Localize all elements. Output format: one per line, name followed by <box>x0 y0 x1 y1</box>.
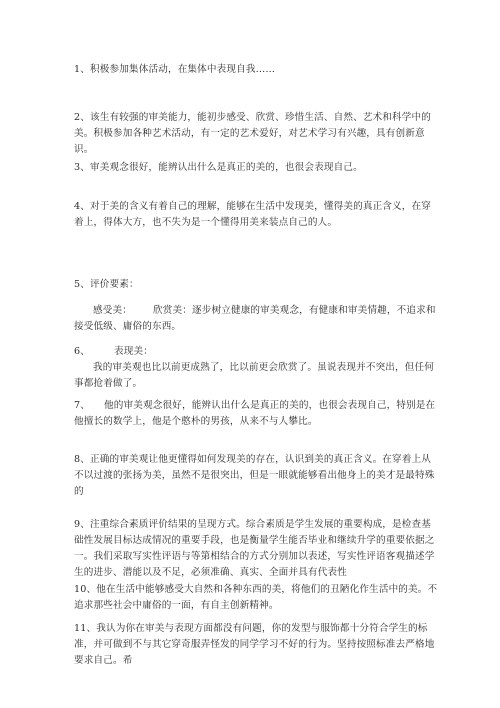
paragraph-7-number: 7、 <box>74 400 90 411</box>
paragraph-3: 3、审美观念很好，能辨认出什么是真正的美的，也很会表现自己。 <box>74 162 363 173</box>
paragraph-5: 5、评价要素： <box>74 279 139 290</box>
paragraph-5-detail <box>74 303 440 335</box>
paragraph-4: 4、对于美的含义有着自己的理解，能够在生活中发现美，懂得美的真正含义，在穿着上，得体大方，也不失为是一个懂得用美来装点自己的人。 <box>74 201 432 228</box>
paragraph-6-heading <box>74 344 440 360</box>
paragraph-6-text: 我的审美观也比以前更成熟了，比以前更会欣赏了。虽说表现并不突出，但任何事都抢着做了。 <box>74 362 435 389</box>
paragraph-5-detail-text: 欣赏美：逐步树立健康的审美观念，有健康和审美情趣，不追求和接受低级、庸俗的东西。 <box>74 305 436 332</box>
perceive-beauty-label: 感受美： <box>93 305 132 316</box>
paragraph-9: 9、注重综合素质评价结果的呈现方式。综合素质是学生发展的重要构成，是检查基础性发展目标达成情况的重要手段，也是衡量学生能否毕业和继续升学的重要依据之一。我们采取写实性评语与等第相结合的方式分别加以表述，写实性评语客观描述学生的进步、潜能以及不足，必须准确、真实、全面并具有代表性 <box>74 519 435 578</box>
paragraph-1: 1、积极参加集体活动，在集体中表现自我…… <box>74 64 276 75</box>
paragraph-2: 2、该生有较强的审美能力，能初步感受、欣赏、珍惜生活、自然、艺术和科学中的美。积极参加各种艺术活动，有一定的艺术爱好，对艺术学习有兴趣，具有创新意识。 <box>74 112 432 155</box>
paragraph-6-number: 6、 <box>74 346 90 357</box>
paragraph-8: 8、正确的审美观让他更懂得如何发现美的存在，认识到美的真正含义。在穿着上从不以过渡的张扬为美，虽然不是很突出，但是一眼就能够看出他身上的美才是最特殊的 <box>74 454 435 497</box>
paragraph-7-text: 他的审美观念很好，能辨认出什么是真正的美的，也很会表现自己，特别是在他擅长的数学上，他是个憨朴的男孩，从来不与人攀比。 <box>74 400 436 427</box>
paragraph-10: 10、他在生活中能够感受大自然和各种东西的美，将他们的丑陋化作生活中的美。不追求那些社会中庸俗的一面，有自主创新精神。 <box>74 584 438 611</box>
paragraph-7 <box>74 398 440 430</box>
express-beauty-label: 表现美： <box>114 346 153 357</box>
paragraph-11: 11、我认为你在审美与表现方面都没有问题，你的发型与服饰都十分符合学生的标准，并可做到不与其它穿奇服弄怪发的同学学习不好的行为。坚持按照标准去严格地要求自己。希 <box>74 623 435 666</box>
